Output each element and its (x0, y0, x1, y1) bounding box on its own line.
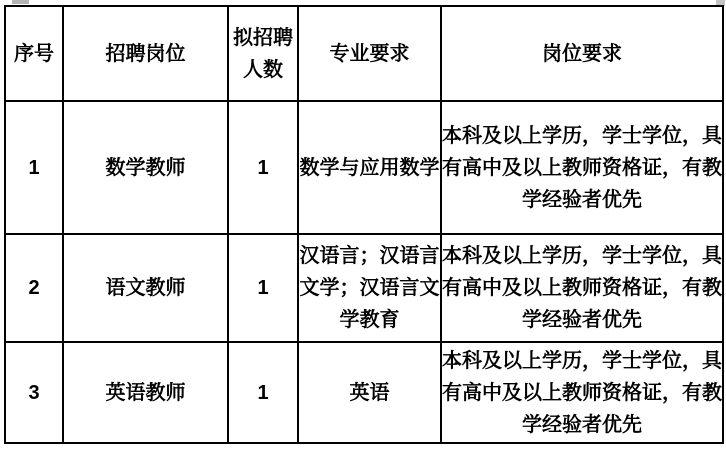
header-serial-number: 序号 (5, 6, 63, 101)
recruitment-table (4, 5, 724, 444)
cell-position-requirement: 本科及以上学历，学士学位，具有高中及以上教师资格证，有教学经验者优先 (441, 101, 723, 234)
cell-position-requirement: 本科及以上学历，学士学位，具有高中及以上教师资格证，有教学经验者优先 (441, 342, 723, 443)
cell-serial-number: 2 (5, 234, 63, 342)
cell-position-requirement: 本科及以上学历，学士学位，具有高中及以上教师资格证，有教学经验者优先 (441, 234, 723, 342)
header-position-requirement: 岗位要求 (441, 6, 723, 101)
cell-planned-hires: 1 (228, 234, 298, 342)
header-major-requirement: 专业要求 (298, 6, 441, 101)
table-row (5, 234, 723, 342)
table-row (5, 342, 723, 443)
cell-major-requirement: 汉语言；汉语言文学；汉语言文学教育 (298, 234, 441, 342)
table-row (5, 101, 723, 234)
cell-planned-hires: 1 (228, 101, 298, 234)
table-container (4, 5, 724, 444)
cell-position: 语文教师 (63, 234, 228, 342)
cell-position: 数学教师 (63, 101, 228, 234)
header-planned-hires: 拟招聘人数 (228, 6, 298, 101)
header-row (5, 6, 723, 101)
cell-planned-hires: 1 (228, 342, 298, 443)
header-position: 招聘岗位 (63, 6, 228, 101)
cell-major-requirement: 英语 (298, 342, 441, 443)
scan-artifact-left (12, 0, 29, 4)
cell-position: 英语教师 (63, 342, 228, 443)
cell-major-requirement: 数学与应用数学 (298, 101, 441, 234)
cell-serial-number: 3 (5, 342, 63, 443)
cell-serial-number: 1 (5, 101, 63, 234)
